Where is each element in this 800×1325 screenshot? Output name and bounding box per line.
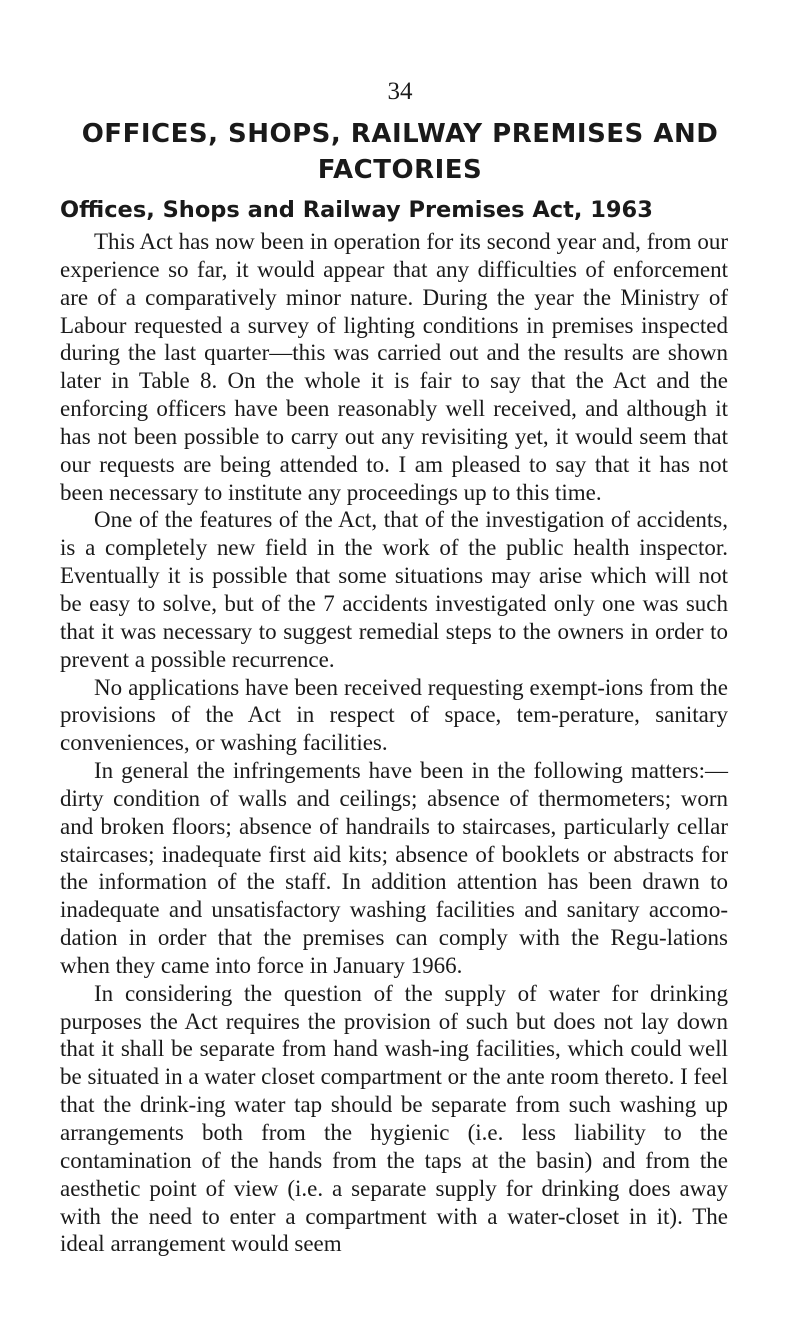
section-heading: Offices, Shops and Railway Premises Act, 1963 [60, 197, 653, 223]
page-title: OFFICES, SHOPS, RAILWAY PREMISES AND FACTORIES [81, 119, 719, 185]
paragraph: One of the features of the Act, that of the investigation of accidents, is a completely new field in the work of the public health inspector. Eventually it is possible that some situations may arise which will not be easy to solve, but of the 7 accidents investigated only one was such that it was necessary to suggest remedial steps to the owners in order to prevent a possible recurrence. [60, 507, 728, 672]
paragraph: In general the infringements have been in the following matters:—dirty condition of walls and ceilings; absence of thermometers; worn and broken floors; absence of handrails to staircases, particularly cellar staircases; inadequate first aid kits; absence of booklets or abstracts for the information of the staff. In addition attention has been drawn to inadequate and unsatisfactory washing facilities and sanitary accomo-dation in order that the premises can comply with the Regu-lations when they came into force in January 1966. [60, 758, 728, 978]
page-number: 34 [387, 78, 413, 105]
section-body [60, 228, 728, 1258]
paragraph: No applications have been received requesting exempt-ions from the provisions of the Act in respect of space, tem-perature, sanitary conveniences, or washing facilities. [60, 674, 728, 756]
paragraph: In considering the question of the supply of water for drinking purposes the Act requires the provision of such but does not lay down that it shall be separate from hand wash-ing facilities, which could well be situated in a water closet compartment or the ante room thereto. I feel that the drink-ing water tap should be separate from such washing up arrangements both from the hygienic (i.e. less liability to the contamination of the hands from the taps at the basin) and from the aesthetic point of view (i.e. a separate supply for drinking does away with the need to enter a compartment with a water-closet in it). The ideal arrangement would seem [60, 980, 729, 1257]
paragraph: This Act has now been in operation for its second year and, from our experience so far, it would appear that any difficulties of enforcement are of a comparatively minor nature. During the year the Ministry of Labour requested a survey of lighting conditions in premises inspected during the last quarter—this was carried out and the results are shown later in Table 8. On the whole it is fair to say that the Act and the enforcing officers have been reasonably well received, and although it has not been possible to carry out any revisiting yet, it would seem that our requests are being attended to. I am pleased to say that it has not been necessary to institute any proceedings up to this time. [60, 229, 728, 505]
